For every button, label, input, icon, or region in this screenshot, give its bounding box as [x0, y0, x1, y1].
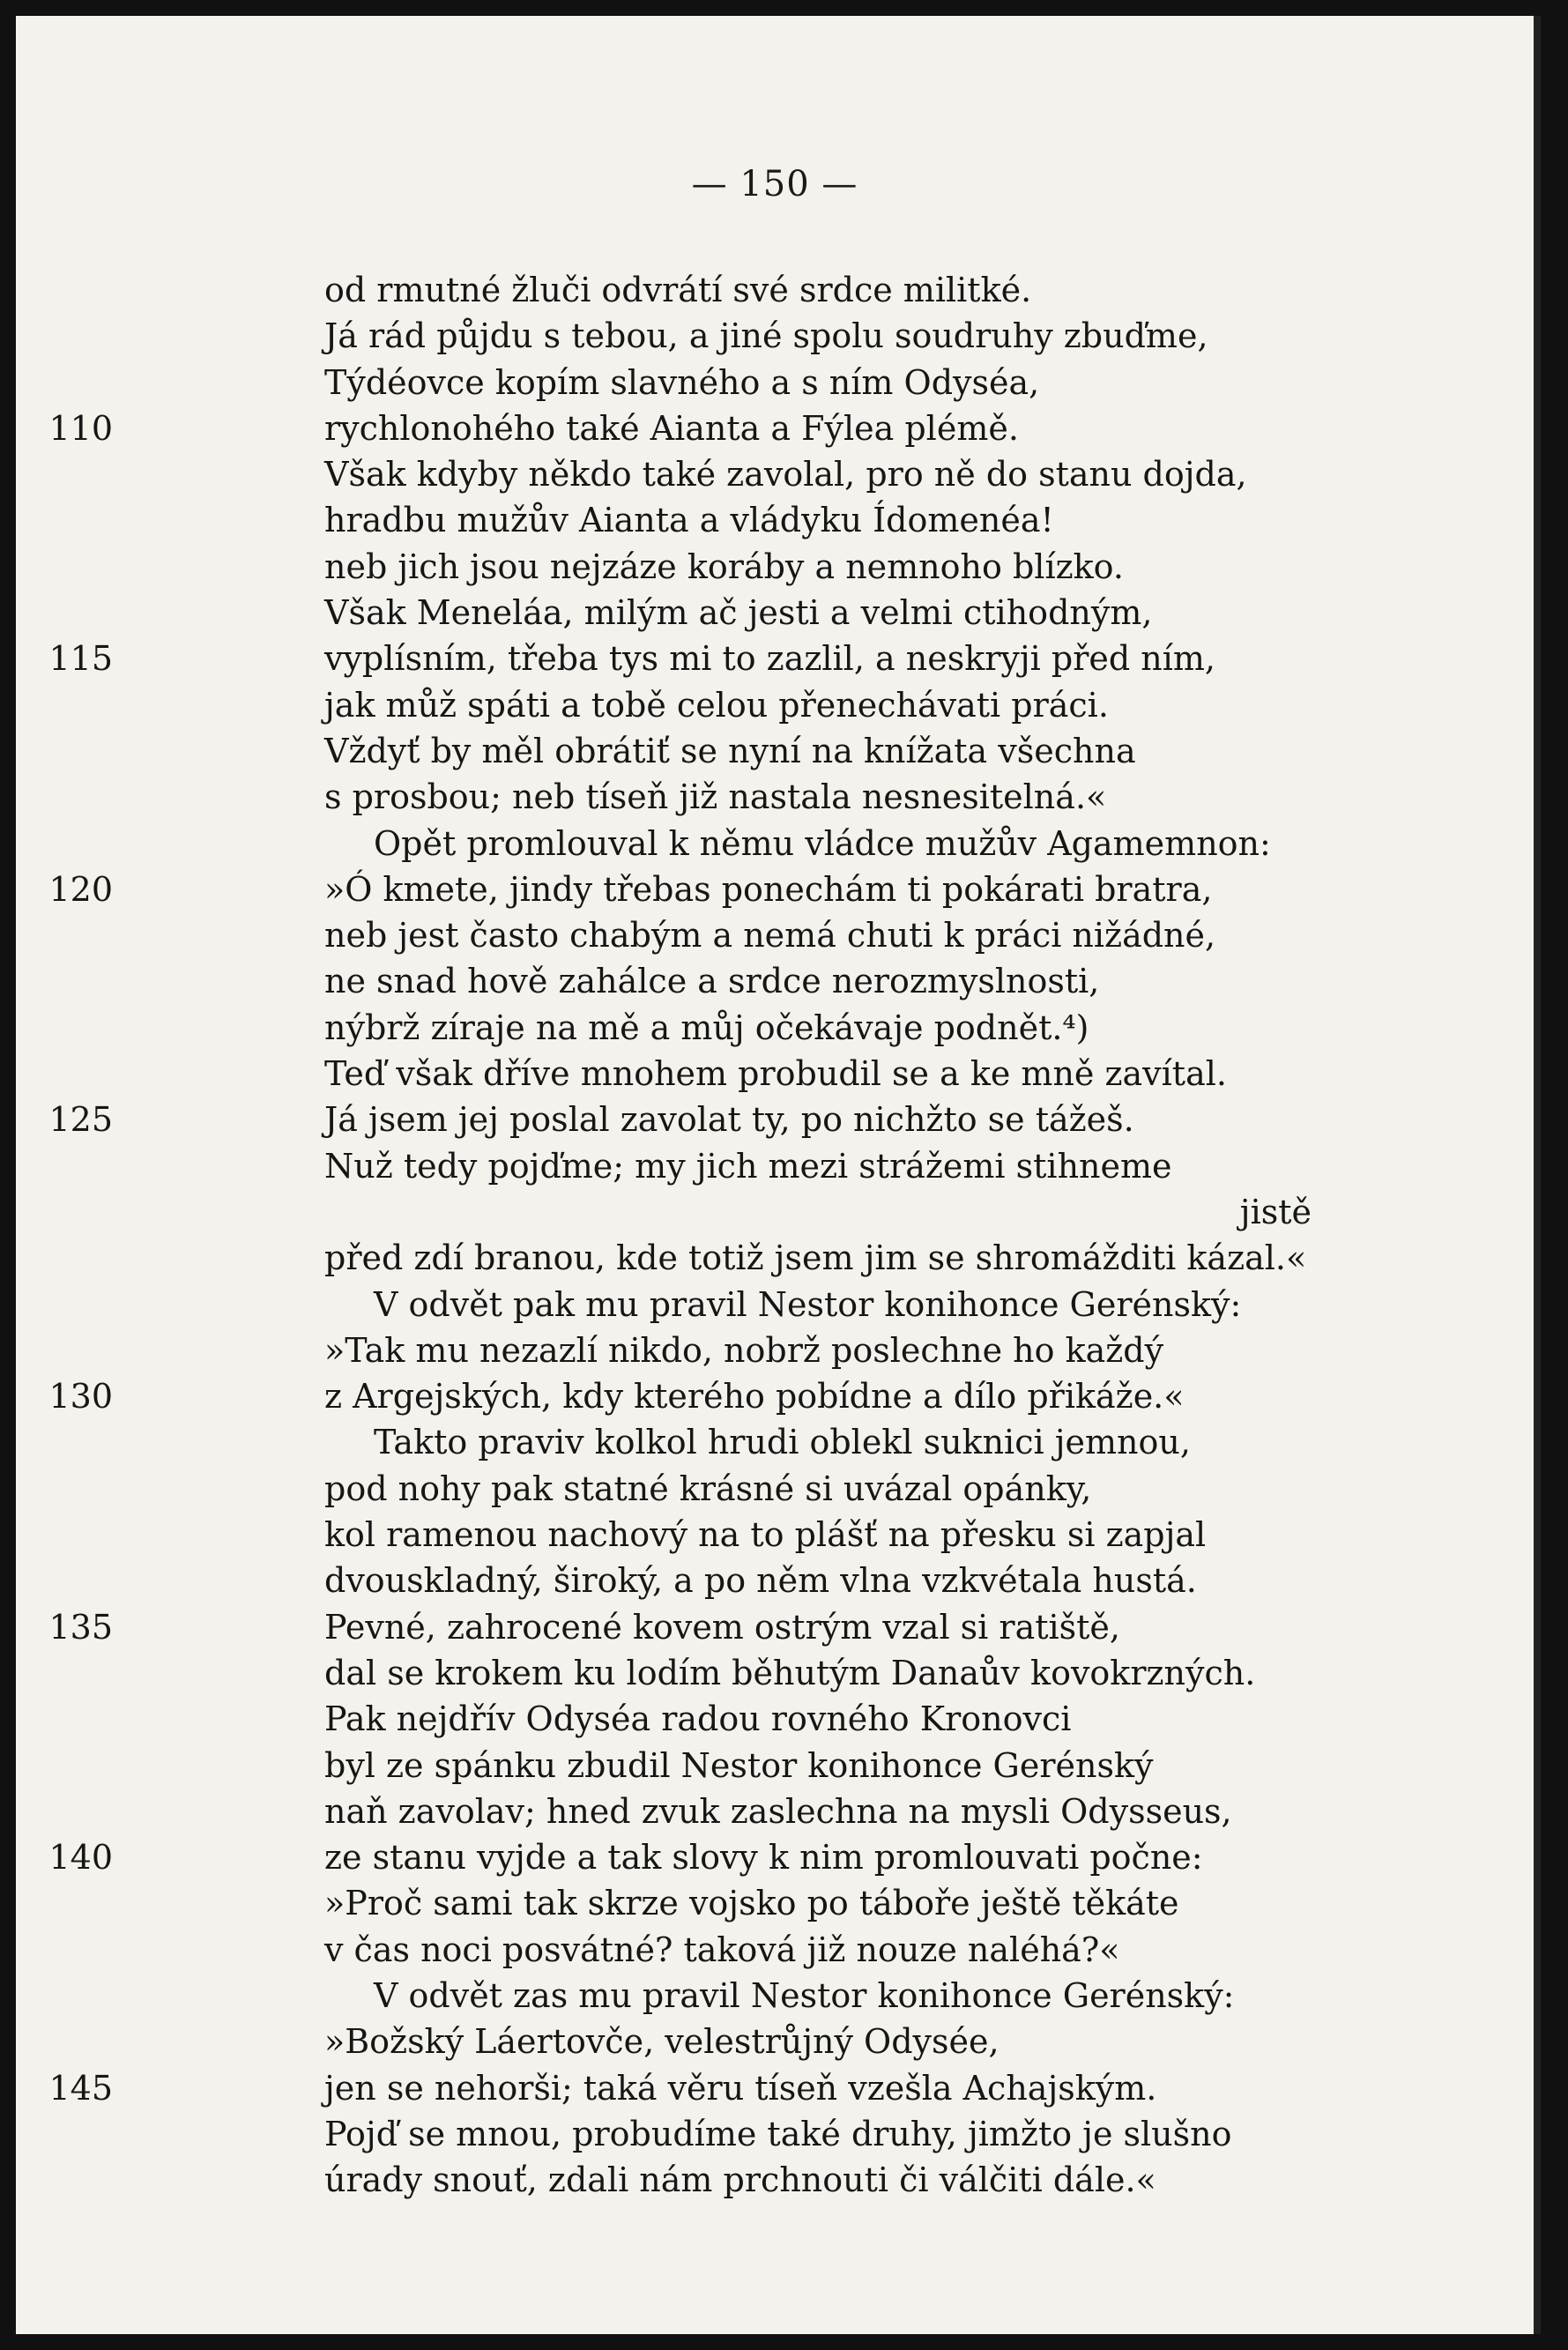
verse-line [219, 1419, 1417, 1465]
verse-line [219, 1005, 1417, 1051]
verse-line-text: od rmutné žluči odvrátí své srdce militké. [324, 271, 1032, 309]
verse-line-text: Pojď se mnou, probudíme také druhy, jimžto je slušno [324, 2114, 1232, 2153]
verse-line-text: V odvět pak mu pravil Nestor konihonce Gerénský: [374, 1284, 1242, 1324]
verse-line [219, 1189, 1417, 1235]
verse-line [219, 313, 1417, 359]
verse-line-text: »Proč sami tak skrze vojsko po táboře ještě těkáte [324, 1884, 1179, 1923]
verse-line [48, 866, 1417, 912]
verse-line-text: Teď však dříve mnohem probudil se a ke mně zavítal. [324, 1054, 1227, 1094]
verse-line-text: Já jsem jej poslal zavolat ty, po nichžto se tážeš. [324, 1100, 1134, 1140]
line-number: 130 [48, 1377, 113, 1417]
verse-line [219, 1235, 1417, 1281]
verse-line [219, 1558, 1417, 1603]
verse-line-text: naň zavolav; hned zvuk zaslechna na mysli Odysseus, [324, 1791, 1232, 1831]
verse-line-text: dal se krokem ku lodím běhutým Danaův kovokrzných. [324, 1653, 1256, 1692]
verse-line [219, 1143, 1417, 1189]
verse-line [219, 958, 1417, 1004]
verse-line [219, 1696, 1417, 1742]
verse-line [219, 590, 1417, 636]
verse-line-text: Však Meneláa, milým ač jesti a velmi ctihodným, [324, 593, 1153, 633]
verse-line [219, 2019, 1417, 2064]
verse-line [219, 360, 1417, 405]
verse-line [219, 1512, 1417, 1558]
verse-line-text: Vždyť by měl obrátiť se nyní na knížata všechna [324, 731, 1136, 770]
verse-line [48, 1834, 1417, 1880]
verse-line [48, 1604, 1417, 1650]
verse-line [219, 912, 1417, 958]
verse-line [219, 1466, 1417, 1512]
verse-line [48, 1373, 1417, 1419]
verse-line-text: pod nohy pak statné krásné si uvázal opánky, [324, 1469, 1092, 1508]
verse-line-text: »Božský Láertovče, velestrůjný Odysée, [324, 2022, 1000, 2062]
verse-line-text: jen se nehorši; taká věru tíseň vzešla Achajským. [324, 2068, 1157, 2108]
verse-line [219, 821, 1417, 866]
verse-line-text: Pevné, zahrocené kovem ostrým vzal si ratiště, [324, 1607, 1121, 1647]
verse-line-text: kol ramenou nachový na to plášť na přesku si zapjal [324, 1515, 1207, 1555]
verse-line-text: neb jest často chabým a nemá chuti k práci nižádné, [324, 916, 1216, 956]
verse-line-text: »Ó kmete, jindy třebas ponechám ti pokárati bratra, [324, 869, 1213, 909]
verse-line-text: z Argejských, kdy kterého pobídne a dílo přikáže.« [324, 1377, 1185, 1417]
page-number: — 150 — [691, 164, 858, 205]
book-page [16, 16, 1541, 2334]
verse-line-text: před zdí branou, kde totiž jsem jim se shromážditi kázal.« [324, 1238, 1307, 1278]
verse-line-text: s prosbou; neb tíseň již nastala nesnesitelná.« [324, 777, 1107, 817]
verse-line [219, 1973, 1417, 2019]
verse-line-text: v čas noci posvátné? taková již nouze naléhá?« [324, 1930, 1120, 1969]
verse-line-text: Já rád půjdu s tebou, a jiné spolu soudruhy zbuďme, [324, 316, 1208, 356]
verse-line-text: nýbrž zíraje na mě a můj očekávaje podnět.⁴) [324, 1008, 1089, 1047]
verse-text-block [48, 267, 1417, 2203]
line-number: 140 [48, 1838, 113, 1878]
verse-line [219, 451, 1417, 497]
verse-line-text: Pak nejdřív Odyséa radou rovného Kronovci [324, 1699, 1072, 1739]
verse-line [219, 544, 1417, 590]
verse-line [219, 1789, 1417, 1834]
verse-line [48, 405, 1417, 451]
verse-line-text: Však kdyby někdo také zavolal, pro ně do stanu dojda, [324, 455, 1247, 495]
verse-line [219, 1282, 1417, 1327]
verse-line-text: neb jich jsou nejzáze koráby a nemnoho blízko. [324, 547, 1124, 586]
verse-line [219, 1927, 1417, 1973]
line-number: 115 [48, 639, 113, 679]
line-number: 120 [48, 869, 113, 909]
verse-line [48, 1097, 1417, 1142]
verse-line [219, 682, 1417, 728]
line-number: 145 [48, 2068, 113, 2108]
verse-line-text: úrady snouť, zdali nám prchnouti či válčiti dále.« [324, 2160, 1156, 2200]
line-number: 135 [48, 1607, 113, 1647]
verse-line [48, 2065, 1417, 2111]
verse-line-text: jistě [1239, 1192, 1312, 1231]
verse-line [219, 267, 1417, 313]
verse-line [219, 497, 1417, 543]
verse-line-text: Takto praviv kolkol hrudi oblekl suknici jemnou, [374, 1423, 1191, 1462]
verse-line [219, 1650, 1417, 1696]
verse-line-text: byl ze spánku zbudil Nestor konihonce Gerénský [324, 1745, 1154, 1785]
verse-line [219, 2111, 1417, 2157]
verse-line-text: dvouskladný, široký, a po něm vlna vzkvétala hustá. [324, 1561, 1197, 1601]
verse-line-text: ze stanu vyjde a tak slovy k nim promlouvati počne: [324, 1838, 1203, 1878]
verse-line-text: jak můž spáti a tobě celou přenechávati práci. [324, 685, 1109, 725]
verse-line [219, 1051, 1417, 1097]
verse-line-text: ne snad hově zahálce a srdce nerozmyslnosti, [324, 962, 1100, 1001]
verse-line [219, 1880, 1417, 1926]
verse-line [48, 636, 1417, 681]
line-number: 110 [48, 408, 113, 448]
verse-line-text: hradbu mužův Aianta a vládyku Ídomenéa! [324, 501, 1054, 540]
verse-line-text: V odvět zas mu pravil Nestor konihonce Gerénský: [374, 1975, 1235, 2015]
verse-line [219, 1743, 1417, 1789]
verse-line-text: Nuž tedy pojďme; my jich mezi strážemi stihneme [324, 1146, 1172, 1186]
verse-line [219, 774, 1417, 820]
verse-line [219, 728, 1417, 774]
verse-line-text: »Tak mu nezazlí nikdo, nobrž poslechne ho každý [324, 1330, 1164, 1370]
verse-line [219, 2157, 1417, 2203]
verse-line-text: Týdéovce kopím slavného a s ním Odyséa, [324, 362, 1040, 402]
line-number: 125 [48, 1100, 113, 1140]
verse-line-text: vyplísním, třeba tys mi to zazlil, a neskryji před ním, [324, 639, 1215, 679]
verse-line-text: Opět promlouval k němu vládce mužův Agamemnon: [374, 823, 1271, 863]
verse-line-text: rychlonohého také Aianta a Fýlea plémě. [324, 408, 1019, 448]
verse-line [219, 1327, 1417, 1373]
